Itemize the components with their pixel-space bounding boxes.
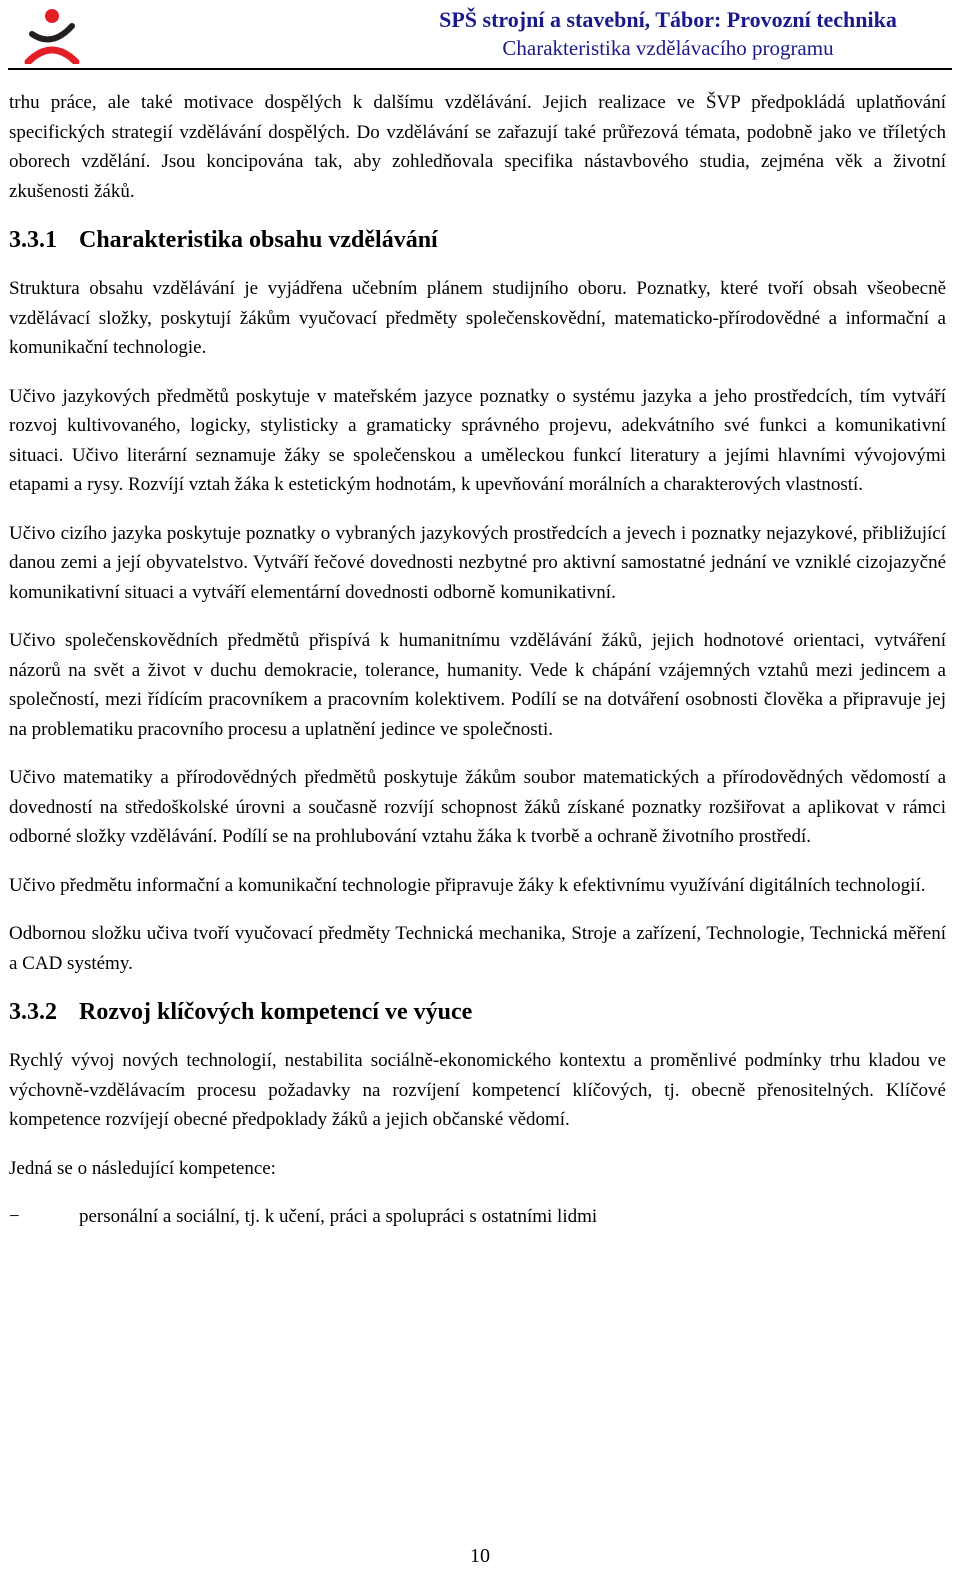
paragraph: Učivo jazykových předmětů poskytuje v mateřském jazyce poznatky o systému jazyka a jeho prostředcích, tím vytváří rozvoj kultivovaného, logicky, stylisticky a gramaticky správného projevu, adekvátního své funkci a komunikativní situaci. Učivo literární seznamuje žáky se společenskou a uměleckou funkcí literatury a jejími hlavními vývojovými etapami a rysy. Rozvíjí vztah žáka k estetickým hodnotám, k upevňování morálních a charakterových vlastností. [9,385,946,495]
header-subtitle: Charakteristika vzdělávacího programu [502,36,834,60]
header-text-block [388,6,948,62]
section-title: Charakteristika obsahu vzdělávání [79,227,438,253]
document-body [9,88,946,1232]
paragraph: Struktura obsahu vzdělávání je vyjádřena učebním plánem studijního oboru. Poznatky, které tvoří obsah všeobecně vzdělávací složky, poskytují žákům vyučovací předměty společenskovědní, matematicko-přírodovědné a informační a komunikační technologie. [9,278,946,358]
intro-paragraph: trhu práce, ale také motivace dospělých k dalšímu vzdělávání. Jejich realizace ve ŠVP předpokládá uplatňování specifických strategií vzdělávání dospělých. Do vzdělávání se zařazují také průřezová témata, podobně jako ve tříletých oborech vzdělání. Jsou koncipována tak, aby zohledňovala specifika nástavbového studia, zejména věk a životní zkušenosti žáků. [9,92,946,202]
paragraph: Učivo matematiky a přírodovědných předmětů poskytuje žákům soubor matematických a přírodovědných vědomostí a dovedností na středoškolské úrovni a současně rozvíjí schopnost žáků získané poznatky rozšiřovat a aplikovat v rámci odborné složky vzdělávání. Podílí se na prohlubování vztahu žáka k tvorbě a ochraně životního prostředí. [9,767,946,847]
paragraph: Učivo předmětu informační a komunikační technologie připravuje žáky k efektivnímu využívání digitálních technologií. [9,874,926,896]
section-number: 3.3.1 [9,227,57,253]
section-title: Rozvoj klíčových kompetencí ve výuce [79,999,473,1025]
paragraph: Učivo cizího jazyka poskytuje poznatky o vybraných jazykových prostředcích a jevech i poznatky nejazykové, přibližující danou zemi a její obyvatelstvo. Vytváří řečové dovednosti nezbytné pro aktivní samostatné jednání ve vzniklé cizojazyčné komunikativní situaci a vytváří elementární dovednosti odborně komunikativní. [9,522,946,603]
paragraph: Jedná se o následující kompetence: [9,1157,276,1179]
list-item-text: personální a sociální, tj. k učení, práci a spolupráci s ostatními lidmi [79,1206,598,1227]
page-number: 10 [470,1545,490,1567]
school-logo-icon [22,4,82,64]
header-title: SPŠ strojní a stavební, Tábor: Provozní technika [439,7,897,32]
section-number: 3.3.2 [9,999,57,1025]
paragraph: Odbornou složku učiva tvoří vyučovací předměty Technická mechanika, Stroje a zařízení, Technologie, Technická měření a CAD systémy. [9,923,946,974]
paragraph: Učivo společenskovědních předmětů přispívá k humanitnímu vzdělávání žáků, jejich hodnotové orientaci, vytváření názorů na svět a život v duchu demokracie, tolerance, humanity. Vede k chápání vzájemných vztahů mezi jedincem a společností, mezi řídícím pracovníkem a pracovním kolektivem. Podílí se na dotváření osobnosti člověka a připravuje jej na problematiku pracovního procesu a uplatnění jedince ve společnosti. [9,630,946,740]
page-header [0,0,960,70]
paragraph: Rychlý vývoj nových technologií, nestabilita sociálně-ekonomického kontextu a proměnlivé podmínky trhu kladou ve výchovně-vzdělávacím procesu požadavky na rozvíjení kompetencí klíčových, tj. obecně přenositelných. Klíčové kompetence rozvíjejí obecné předpoklady žáků a jejich občanské vědomí. [9,1050,946,1130]
list-item [9,1202,946,1232]
header-divider [8,68,952,70]
section-heading-3-3-2 [9,997,946,1027]
bullet-dash: − [9,1206,20,1227]
section-heading-3-3-1 [9,225,946,255]
